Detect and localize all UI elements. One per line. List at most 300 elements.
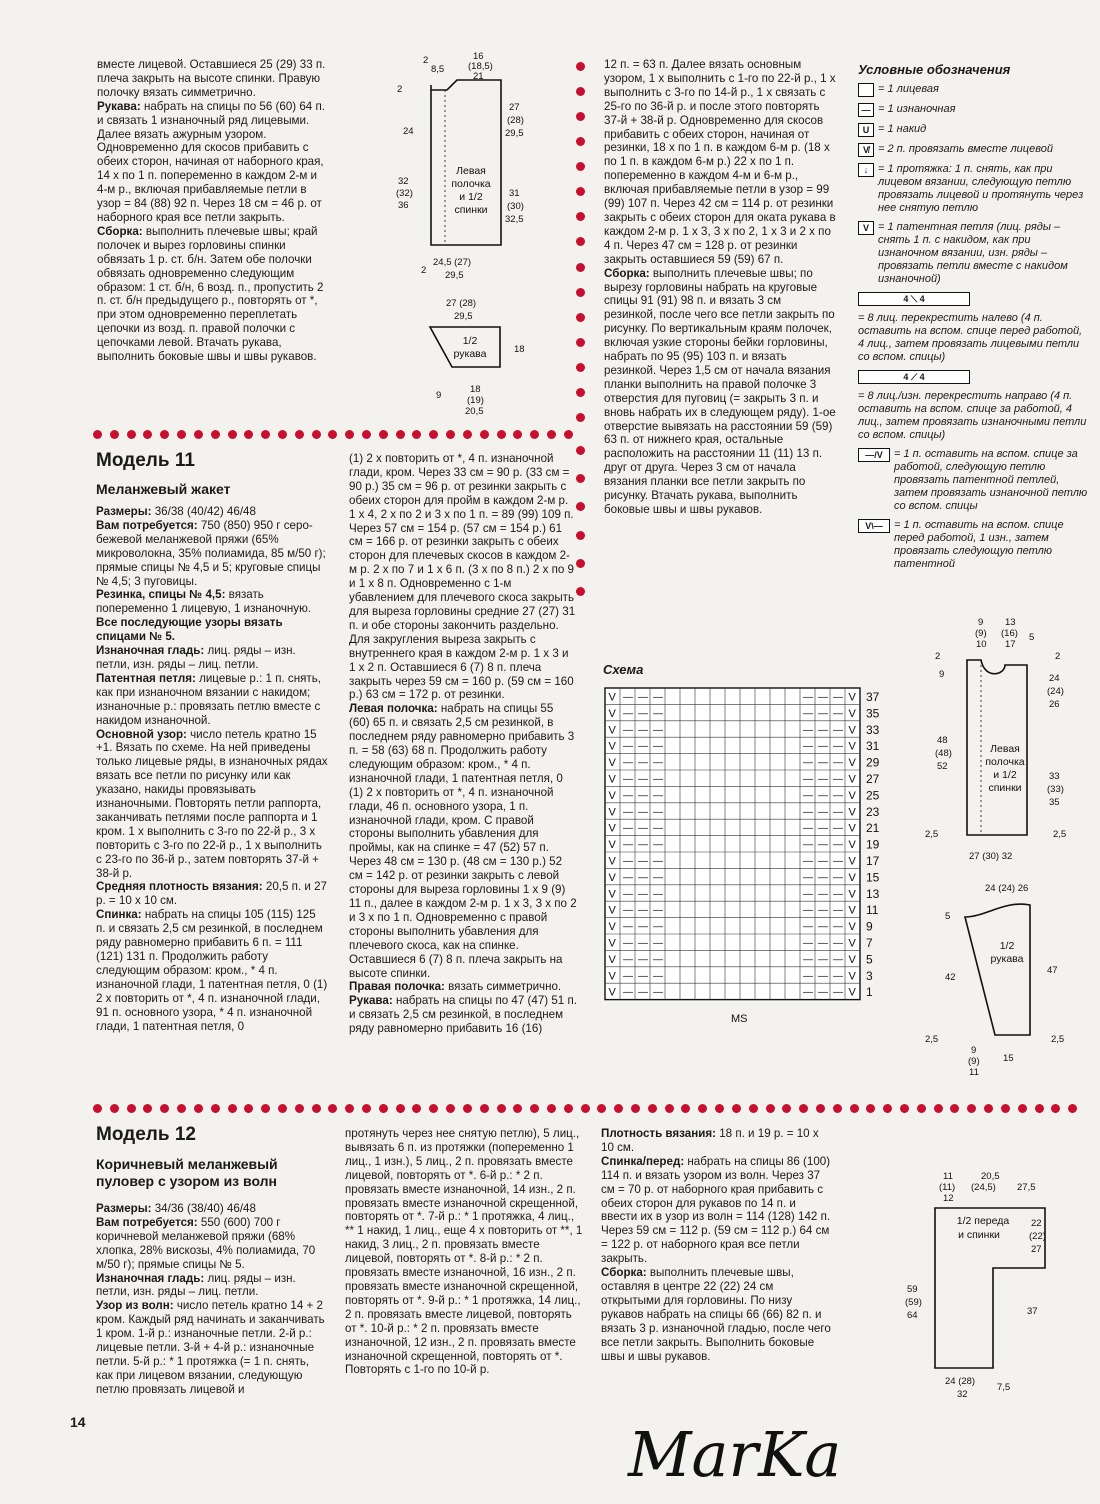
svg-text:37: 37 [1027, 1306, 1038, 1317]
legend-item: ↓ = 1 протяжка: 1 п. снять, как при лицевом вязании, следующую петлю провязать лицевой и протянуть через нее снятую петлю [858, 163, 1088, 215]
chart-row-number: 27 [866, 772, 880, 786]
chart-symbol: — [638, 823, 648, 835]
chart-symbol: — [638, 839, 648, 851]
chart-symbol: — [833, 888, 843, 900]
divider-dots-horizontal [93, 430, 573, 444]
chart-symbol: V [608, 986, 616, 999]
chart-symbol: — [653, 938, 663, 949]
chart-symbol: V [608, 822, 616, 835]
chart-symbol: — [818, 806, 828, 818]
svg-text:1/2 переда: 1/2 переда [956, 1215, 1010, 1227]
svg-text:27: 27 [1031, 1244, 1042, 1255]
top-col1-text [97, 58, 329, 364]
chart-row-number: 15 [866, 870, 880, 885]
svg-text:10: 10 [976, 639, 987, 650]
chart-symbol: — [623, 724, 633, 736]
chart-symbol: — [653, 970, 663, 982]
chart-symbol: — [803, 839, 813, 851]
chart-symbol: — [653, 724, 663, 736]
svg-text:7,5: 7,5 [997, 1382, 1011, 1393]
svg-text:17: 17 [1005, 639, 1016, 650]
svg-text:и 1/2: и 1/2 [993, 769, 1017, 781]
chart-symbol: — [638, 905, 648, 917]
legend-item-text: = 8 лиц./изн. перекрестить направо (4 п. оставить на вспом. спице за работой, 4 лиц., затем провязать изнаночными петли со вспом. спицы) [858, 390, 1087, 441]
svg-text:9: 9 [939, 669, 945, 680]
chart-symbol: — [653, 790, 663, 802]
chart-symbol: V [608, 904, 616, 917]
chart-symbol: — [638, 872, 648, 884]
svg-text:(19): (19) [467, 395, 484, 406]
paragraph: Сборка: выполнить плечевые швы, оставляя в центре 22 (22) 24 см открытыми для горловины. По низу рукавов набрать на спицы 66 (66) 82 п. и вязать 3 р. изнаночной гладью, после чего все петли закрыть. Выполнить боковые швы и швы рукавов. [601, 1266, 831, 1363]
chart-symbol: — [818, 888, 828, 900]
svg-text:(59): (59) [905, 1297, 922, 1308]
chart-symbol: — [623, 872, 633, 884]
model11-col1-text [96, 505, 328, 1033]
chart-symbol: V [848, 904, 856, 917]
chart-symbol: — [833, 823, 843, 835]
chart-symbol: — [818, 970, 828, 982]
chart-symbol: — [623, 905, 633, 917]
schema-title: Схема [603, 662, 644, 677]
svg-text:(48): (48) [935, 748, 952, 759]
chart-symbol: — [623, 741, 633, 753]
chart-symbol: — [818, 708, 828, 720]
legend-item: U = 1 накид [858, 123, 1088, 137]
chart-row-number: 21 [866, 821, 880, 836]
chart-symbol: — [653, 856, 663, 867]
svg-text:15: 15 [1003, 1053, 1014, 1064]
model11-heading: Модель 11 [96, 450, 195, 471]
paragraph: Средняя плотность вязания: 20,5 п. и 27 р. = 10 х 10 см. [96, 880, 327, 908]
paragraph: Сборка: выполнить плечевые швы; край полочек и вырез горловины спинки обвязать 1 р. ст. б/н. Затем обе полочки обвязать одновременно следующим образом: 1 ст. б/н, 6 возд. п., пропустить 2 п. ст. б/н предыдущего р., повторять от *, при этом одновременно переплетать цепочки из возд. п. правой полочки с цепочками левой. Втачать рукава, выполнить боковые швы и швы рукавов. [97, 224, 324, 364]
chart-symbol: — [833, 970, 843, 982]
chart-symbol: — [638, 741, 648, 753]
chart-row-number: 35 [866, 706, 880, 721]
chart-symbol: V [848, 855, 856, 868]
svg-text:27: 27 [509, 102, 520, 113]
chart-symbol: — [653, 823, 663, 835]
svg-text:47: 47 [1047, 965, 1058, 976]
watermark-signature: MarKa [628, 1418, 842, 1491]
paragraph: Патентная петля: лицевые р.: 1 п. снять, как при изнаночном вязании с накидом; изнаночные р.: провязать петлю вместе с накидом изнаночной. [96, 671, 321, 727]
svg-text:9: 9 [971, 1045, 977, 1056]
chart-symbol: — [833, 921, 843, 933]
model12-heading: Модель 12 [96, 1124, 196, 1145]
chart-symbol: — [653, 888, 663, 900]
chart-symbol: — [623, 839, 633, 851]
chart-symbol: — [818, 724, 828, 736]
m11-front-diagram [925, 615, 1085, 865]
chart-row-number: 25 [866, 788, 880, 803]
chart-symbol: — [818, 741, 828, 753]
chart-symbol: V [848, 822, 856, 835]
m11-sleeve-diagram [925, 875, 1085, 1080]
svg-text:52: 52 [937, 761, 948, 772]
svg-text:2,5: 2,5 [1053, 829, 1067, 840]
chart-symbol: — [818, 823, 828, 835]
chart-symbol: — [623, 888, 633, 900]
chart-symbol: V [608, 757, 616, 770]
svg-text:24,5 (27): 24,5 (27) [433, 257, 472, 268]
svg-text:(33): (33) [1047, 784, 1064, 795]
chart-row-number: 9 [866, 919, 873, 934]
legend-item: — = 1 изнаночная [858, 103, 1088, 117]
chart-symbol: V [848, 921, 856, 934]
chart-symbol: — [833, 954, 843, 966]
paragraph: Узор из волн: число петель кратно 14 + 2 кром. Каждый ряд начинать и заканчивать 1 кром. 1-й р.: изнаночные петли. 2-й р.: лицевые петли. 3-й + 4-й р.: изнаночные петли. 5-й р.: * 1 протяжка (= 1 п. снять, как при лицевом вязании, следующую петлю провязать лицевой и [96, 1299, 325, 1396]
chart-symbol: — [818, 987, 828, 999]
chart-symbol: — [818, 790, 828, 802]
page-number: 14 [70, 1414, 86, 1430]
chart-symbol: V [608, 953, 616, 966]
paragraph: Размеры: 34/36 (38/40) 46/48 [96, 1202, 256, 1215]
model12-col3-text [601, 1127, 833, 1363]
chart-row-number: 31 [866, 739, 880, 754]
m12-body-diagram [895, 1168, 1065, 1408]
chart-symbol: — [803, 774, 813, 785]
svg-text:48: 48 [937, 735, 948, 746]
svg-text:2: 2 [935, 651, 941, 662]
paragraph: Основной узор: число петель кратно 15 +1. Вязать по схеме. На ней приведены только лицевые ряды, в изнаночных рядах вязать все петли по рисунку или как указано, накиды провязывать изнаночными. Повторять петли раппорта, заканчивать петлями после раппорта и 1 кром. 1 х выполнить с 3-го по 22-й р., 3 х повторить с 3-го по 22-й р., 1 х выполнить с 23-го по 36-й р., затем повторять 37-й + 38-й р. [96, 727, 328, 880]
chart-symbol: — [818, 839, 828, 851]
chart-symbol: — [833, 757, 843, 769]
svg-text:(28): (28) [507, 115, 524, 126]
svg-text:Левая: Левая [456, 165, 486, 177]
chart-symbol: — [653, 954, 663, 966]
svg-text:1/2: 1/2 [462, 335, 478, 347]
top-front-diagram [385, 50, 545, 290]
chart-symbol: V [848, 806, 856, 819]
chart-row-number: 17 [866, 854, 880, 868]
svg-text:(32): (32) [396, 188, 413, 199]
svg-text:(22): (22) [1029, 1231, 1046, 1242]
chart-symbol: — [833, 708, 843, 720]
legend-item: V\— = 1 п. оставить на вспом. спице перед работой, 1 изн., затем провязать следующую петлю патентной [858, 519, 1088, 571]
svg-text:(11): (11) [939, 1182, 956, 1193]
legend [858, 62, 1088, 571]
chart-symbol: V [848, 888, 856, 901]
svg-text:20,5: 20,5 [465, 406, 484, 417]
chart-symbol: V [608, 740, 616, 753]
svg-text:1/2: 1/2 [999, 940, 1015, 952]
chart-symbol: — [623, 938, 633, 949]
svg-text:(18,5): (18,5) [468, 61, 493, 72]
chart-symbol: — [833, 774, 843, 785]
model12-col2-text [345, 1127, 583, 1377]
paragraph: Левая полочка: набрать на спицы 55 (60) 65 п. и связать 2,5 см резинкой, в последнем ряду равномерно прибавить 3 п. = 58 (63) 68 п. Продолжить работу следующим образом: кром., * 4 п. изнаночной глади, 1 патентная петля, 0 (1) 2 х повторить от *, 4 п. изнаночной глади, 46 п. основного узора, 1 п. изнаночной глади, кром. С правой стороны выполнить убавления для проймы, как на спинке = 47 (52) 57 п. Через 48 см = 130 р. (48 см = 130 р.) 52 см = 142 р. от резинки закрыть с левой стороны для выреза горловины 1 х 9 (9) 11 п., далее в каждом 2-м р. 1 х 3, 3 х по 2 и 3 х по 1 п. Одновременно с правой стороны выполнить убавления для плечевого скоса, как на спинке. Оставшиеся 6 (7) 8 п. плеча закрыть на высоте спинки. [349, 702, 577, 980]
svg-text:32: 32 [957, 1389, 968, 1400]
chart-symbol: — [638, 888, 648, 900]
chart-symbol: — [653, 708, 663, 720]
svg-text:полочка: полочка [985, 756, 1025, 768]
chart-symbol: — [818, 692, 828, 703]
svg-text:2,5: 2,5 [925, 829, 939, 840]
paragraph: Вам потребуется: 750 (850) 950 г серо-бежевой меланжевой пряжи (65% микроволокна, 35% полиамида, 85 м/50 г); прямые спицы № 4,5 и 5; круговые спицы № 4,5; 3 пуговицы. [96, 518, 326, 588]
chart-symbol: — [803, 954, 813, 966]
svg-text:29,5: 29,5 [445, 270, 464, 281]
svg-text:13: 13 [1005, 617, 1016, 628]
svg-text:21: 21 [473, 71, 484, 82]
svg-text:полочка: полочка [451, 178, 491, 190]
chart-symbol: V [848, 757, 856, 770]
divider-dots-vertical [575, 62, 585, 422]
svg-text:16: 16 [473, 51, 484, 62]
chart-symbol: V [848, 986, 856, 999]
svg-text:42: 42 [945, 972, 956, 983]
chart-symbol: — [803, 708, 813, 720]
chart-symbol: V [608, 855, 616, 868]
chart-symbol: — [818, 774, 828, 785]
svg-text:12: 12 [943, 1193, 954, 1204]
chart-symbol: V [608, 724, 616, 737]
paragraph: Рукава: набрать на спицы по 56 (60) 64 п. и связать 1 изнаночный ряд лицевыми. Далее вязать ажурным узором. Одновременно для скосов прибавить с обеих сторон, начиная от наборного края, 14 х по 1 п. попеременно в каждом 2-м и 4-м р., включая прибавляемые петли в узор = 84 (88) 92 п. Через 18 см = 46 р. от наборного края все петли закрыть. [97, 99, 325, 224]
chart-symbol: — [803, 692, 813, 703]
paragraph: Спинка: набрать на спицы 105 (115) 125 п. и связать 2,5 см резинкой, в последнем ряду равномерно прибавить 6 п. = 111 (121) 131 п. Продолжить работу следующим образом: кром., * 4 п. изнаночной глади, 1 патентная петля, 0 (1) 2 х повторить от *, 4 п. изнаночной глади, 91 п. основного узора, * 4 п. изнаночной глади, 1 патентная петля, 0 [96, 908, 328, 1033]
chart-row-number: 1 [866, 985, 873, 1000]
chart-row-number: 11 [866, 903, 879, 918]
svg-text:5: 5 [945, 911, 951, 922]
chart-symbol: — [653, 921, 663, 933]
legend-item: 4 ⟋ 4 [858, 370, 1088, 384]
chart-symbol: — [653, 741, 663, 753]
chart-row-number: 5 [866, 952, 873, 967]
legend-item: —/V = 1 п. оставить на вспом. спице за работой, следующую петлю провязать патентной петлей, затем провязать изнаночной петлю со вспом. спицы [858, 448, 1088, 513]
chart-symbol: — [623, 970, 633, 982]
svg-text:(9): (9) [975, 628, 987, 639]
svg-text:29,5: 29,5 [505, 128, 524, 139]
chart-symbol: — [803, 921, 813, 933]
svg-text:18: 18 [514, 344, 525, 355]
chart-symbol: — [623, 954, 633, 966]
svg-text:и 1/2: и 1/2 [459, 191, 483, 203]
chart-row-number: 23 [866, 804, 880, 819]
chart-symbol: — [638, 856, 648, 867]
chart-symbol: — [818, 856, 828, 867]
svg-text:9: 9 [436, 390, 442, 401]
svg-text:(9): (9) [968, 1056, 980, 1067]
chart-symbol: — [623, 692, 633, 703]
chart-symbol: — [818, 921, 828, 933]
svg-text:2: 2 [423, 55, 429, 66]
svg-text:8,5: 8,5 [431, 64, 445, 75]
svg-text:24: 24 [1049, 673, 1060, 684]
legend-item: V̸ = 2 п. провязать вместе лицевой [858, 143, 1088, 157]
chart-row-number: 37 [866, 690, 880, 704]
model11-subtitle: Меланжевый жакет [96, 481, 231, 497]
chart-symbol: — [803, 872, 813, 884]
divider-dots-horizontal [93, 1104, 1078, 1118]
chart-row-number: 19 [866, 837, 880, 852]
svg-text:27 (28): 27 (28) [446, 298, 477, 309]
paragraph: Вам потребуется: 550 (600) 700 г коричневой меланжевой пряжи (68% хлопка, 28% вискозы, 4% полиамида, 70 м/50 г); прямые спицы № 5. [96, 1215, 316, 1271]
chart-symbol: — [833, 905, 843, 917]
paragraph: Спинка/перед: набрать на спицы 86 (100) 114 п. и вязать узором из волн. Через 37 см = 70 р. от наборного края прибавить с обеих сторон для рукавов по 14 п. и ввести их в узор из волн = 114 (128) 142 п. Через 59 см = 112 р. (59 см = 112 р.) 64 см = 122 р. от наборного края все петли закрыть. [601, 1154, 831, 1266]
model11-col2-text [349, 452, 577, 1036]
paragraph: протянуть через нее снятую петлю), 5 лиц., вывязать 6 п. из протяжки (попеременно 1 лиц., 1 изн.), 5 лиц., 2 п. провязать вместе лицевой, повторять от *. 6-й р.: * 2 п. провязать вместе изнаночной, 14 изн., 2 п. провязать вместе изнаночной скрещенной, повторять от *. 7-й р.: * 1 протяжка, 4 лиц., ** 1 накид, 1 лиц., еще 4 х повторить от **, 1 накид, 3 лиц., 2 п. провязать вместе лицевой, повторять от *. 8-й р.: * 2 п. провязать вместе изнаночной, 16 изн., 2 п. провязать вместе изнаночной скрещенной, повторять от *. 9-й р.: * 1 протяжка, 14 лиц., 2 п. провязать вместе лицевой, повторять от *. 10-й р.: * 2 п. провязать вместе изнаночной, 12 изн., 2 п. провязать вместе изнаночной скрещенной, повторять от *. Повторять с 1-го по 10-й р. [345, 1127, 583, 1377]
chart-symbol: — [803, 970, 813, 982]
chart-symbol: — [803, 806, 813, 818]
chart-symbol: — [638, 757, 648, 769]
paragraph: вместе лицевой. Оставшиеся 25 (29) 33 п. плеча закрыть на высоте спинки. Правую полочку вязать симметрично. [97, 58, 326, 99]
paragraph: Изнаночная гладь: лиц. ряды – изн. петли, изн. ряды – лиц. петли. [96, 644, 296, 671]
svg-text:32,5: 32,5 [505, 214, 524, 225]
chart-symbol: — [623, 921, 633, 933]
svg-text:2,5: 2,5 [925, 1034, 939, 1045]
chart-symbol: — [833, 741, 843, 753]
chart-symbol: — [623, 823, 633, 835]
svg-text:9: 9 [978, 617, 984, 628]
chart-symbol: — [638, 806, 648, 818]
chart-symbol: — [638, 970, 648, 982]
svg-text:Левая: Левая [990, 743, 1020, 755]
model12-subtitle: Коричневый меланжевый пуловер с узором из волн [96, 1156, 278, 1189]
stitch-chart [603, 684, 893, 1024]
chart-symbol: V [848, 937, 856, 950]
chart-symbol: — [818, 938, 828, 949]
chart-symbol: — [818, 905, 828, 917]
chart-symbol: — [653, 839, 663, 851]
chart-row-number: 3 [866, 968, 873, 983]
chart-symbol: — [803, 987, 813, 999]
svg-text:33: 33 [1049, 771, 1060, 782]
chart-symbol: — [653, 905, 663, 917]
svg-text:20,5: 20,5 [981, 1171, 1000, 1182]
chart-symbol: — [638, 954, 648, 966]
legend-item: = 1 лицевая [858, 83, 1088, 97]
paragraph: Изнаночная гладь: лиц. ряды – изн. петли, изн. ряды – лиц. петли. [96, 1271, 296, 1299]
paragraph: (1) 2 х повторить от *, 4 п. изнаночной глади, кром. Через 33 см = 90 р. (33 см = 90 р.) 35 см = 96 р. от резинки закрыть с обеих сторон для пройм в каждом 2-м р. 1 х 4, 2 х по 2 и 3 х по 1 п. = 89 (99) 109 п. Через 57 см = 154 р. (57 см = 154 р.) 61 см = 166 р. от резинки закрыть с обеих сторон для плечевых скосов в каждом 2-м р. 2 х по 7 и 1 х 6 п. (3 х по 8 п.) 2 х по 9 и 1 х 8 п. Одновременно с 1-м убавлением для плечевого скоса закрыть для выреза горловины средние 27 (27) 31 п. и обе стороны закончить раздельно. Для закругления выреза закрыть с внутреннего края в каждом 2-м р. 1 х 3 и 1 х 2 п. Оставшиеся 6 (7) 8 п. плеча закрыть через 59 см = 160 р. (59 см = 160 р.) 63 см = 172 р. от резинки. [349, 452, 576, 702]
chart-symbol: — [818, 757, 828, 769]
chart-symbol: V [608, 806, 616, 819]
chart-symbol: — [638, 692, 648, 703]
svg-text:26: 26 [1049, 699, 1060, 710]
svg-text:35: 35 [1049, 797, 1060, 808]
chart-symbol: — [833, 790, 843, 802]
svg-text:2: 2 [1055, 651, 1061, 662]
chart-symbol: — [803, 856, 813, 867]
chart-symbol: — [833, 692, 843, 703]
chart-symbol: V [608, 871, 616, 884]
svg-text:2: 2 [421, 265, 427, 276]
svg-text:18: 18 [470, 384, 481, 395]
svg-text:31: 31 [509, 188, 520, 199]
svg-text:11: 11 [943, 1171, 953, 1182]
chart-symbol: V [848, 789, 856, 802]
chart-symbol: — [653, 987, 663, 999]
chart-symbol: — [833, 806, 843, 818]
chart-symbol: — [638, 724, 648, 736]
svg-text:(24,5): (24,5) [971, 1182, 996, 1193]
chart-symbol: — [638, 921, 648, 933]
svg-text:спинки: спинки [454, 204, 488, 216]
chart-symbol: V [848, 740, 856, 753]
svg-text:рукава: рукава [990, 953, 1024, 965]
svg-text:29,5: 29,5 [454, 311, 473, 322]
chart-symbol: V [848, 970, 856, 983]
chart-symbol: — [803, 905, 813, 917]
chart-symbol: — [803, 757, 813, 769]
chart-symbol: — [833, 724, 843, 736]
chart-symbol: V [608, 839, 616, 852]
chart-symbol: — [803, 823, 813, 835]
chart-symbol: — [653, 692, 663, 703]
chart-symbol: V [848, 724, 856, 737]
chart-symbol: — [623, 806, 633, 818]
legend-item: 4 ⟍ 4 [858, 292, 1088, 306]
chart-symbol: — [638, 938, 648, 949]
chart-symbol: — [638, 987, 648, 999]
chart-symbol: — [623, 708, 633, 720]
chart-symbol: — [833, 839, 843, 851]
svg-text:24: 24 [403, 126, 414, 137]
paragraph: Плотность вязания: 18 п. и 19 р. = 10 х 10 см. [601, 1127, 819, 1154]
chart-row-number: 7 [866, 936, 873, 950]
legend-title: Условные обозначения [858, 62, 1011, 77]
paragraph: Резинка, спицы № 4,5: вязать попеременно 1 лицевую, 1 изнаночную. [96, 588, 312, 616]
chart-symbol: V [848, 839, 856, 852]
chart-symbol: — [623, 774, 633, 785]
model12-col1-text [96, 1202, 328, 1397]
legend-item: V = 1 патентная петля (лиц. ряды – снять 1 п. с накидом, как при изнаночном вязании, изн. ряды – провязать петли вместе с накидом изнаночной) [858, 221, 1088, 286]
chart-symbol: V [848, 773, 856, 786]
chart-symbol: — [833, 987, 843, 999]
chart-symbol: — [638, 708, 648, 720]
chart-symbol: — [653, 774, 663, 785]
chart-symbol: V [848, 953, 856, 966]
chart-symbol: — [623, 856, 633, 867]
legend-item-text: = 8 лиц. перекрестить налево (4 п. оставить на вспом. спице перед работой, 4 лиц., затем провязать лицевыми петли со вспом. спицы) [858, 312, 1083, 363]
chart-symbol: — [833, 856, 843, 867]
paragraph: Рукава: набрать на спицы по 47 (47) 51 п. и связать 2,5 см резинкой, в последнем ряду равномерно прибавить 16 (16) [349, 994, 577, 1036]
chart-symbol: V [608, 970, 616, 983]
svg-text:59: 59 [907, 1284, 918, 1295]
svg-text:27,5: 27,5 [1017, 1182, 1036, 1193]
svg-text:64: 64 [907, 1310, 918, 1321]
chart-symbol: — [623, 790, 633, 802]
svg-text:рукава: рукава [453, 348, 487, 360]
svg-text:24 (24) 26: 24 (24) 26 [985, 883, 1029, 894]
chart-symbol: — [833, 872, 843, 884]
paragraph: Размеры: 36/38 (40/42) 46/48 [96, 505, 256, 518]
chart-symbol: V [848, 707, 856, 720]
chart-symbol: — [653, 872, 663, 884]
svg-text:27 (30) 32: 27 (30) 32 [969, 851, 1013, 862]
chart-symbol: — [623, 757, 633, 769]
chart-symbol: — [803, 790, 813, 802]
chart-symbol: — [638, 790, 648, 802]
chart-row-number: 33 [866, 722, 880, 737]
top-col3-text [604, 58, 836, 517]
chart-symbol: V [608, 937, 616, 950]
paragraph: Все последующие узоры вязать спицами № 5. [96, 616, 283, 644]
paragraph: 12 п. = 63 п. Далее вязать основным узором, 1 х выполнить с 1-го по 22-й р., 1 х выполнить с 3-го по 14-й р., 1 х связать с 25-го по 36-й р. и после этого повторять 37-й + 38-й р. Одновременно для скосов прибавить с обеих сторон, начиная от резинки, 18 х по 1 п. в каждом 6-м р. (18 х по 1 п. в каждом 6-м р.) 22 х по 1 п. попеременно в каждом 4-м и 6-м р., включая прибавляемые петли в узор = 99 (99) 107 п. Через 42 см = 114 р. от резинки закрыть с обеих сторон для оката рукава в каждом 2-м р. 1 х 3, 3 х по 2, 1 х 3 и 2 х по 4 п. Через 47 см = 128 р. от резинки закрыть оставшиеся 59 (59) 67 п. [604, 58, 836, 266]
chart-symbol: V [608, 888, 616, 901]
chart-symbol: — [803, 938, 813, 949]
chart-symbol: — [653, 757, 663, 769]
svg-text:(16): (16) [1001, 628, 1018, 639]
chart-symbol: — [803, 724, 813, 736]
chart-symbol: V [848, 871, 856, 884]
svg-text:2: 2 [397, 84, 403, 95]
svg-text:11: 11 [969, 1067, 979, 1078]
svg-text:36: 36 [398, 200, 409, 211]
schema-footer: MS [731, 1013, 748, 1024]
chart-row-number: 29 [866, 755, 880, 770]
chart-symbol: V [608, 707, 616, 720]
svg-text:32: 32 [398, 176, 409, 187]
chart-symbol: V [608, 691, 616, 704]
chart-symbol: — [653, 806, 663, 818]
